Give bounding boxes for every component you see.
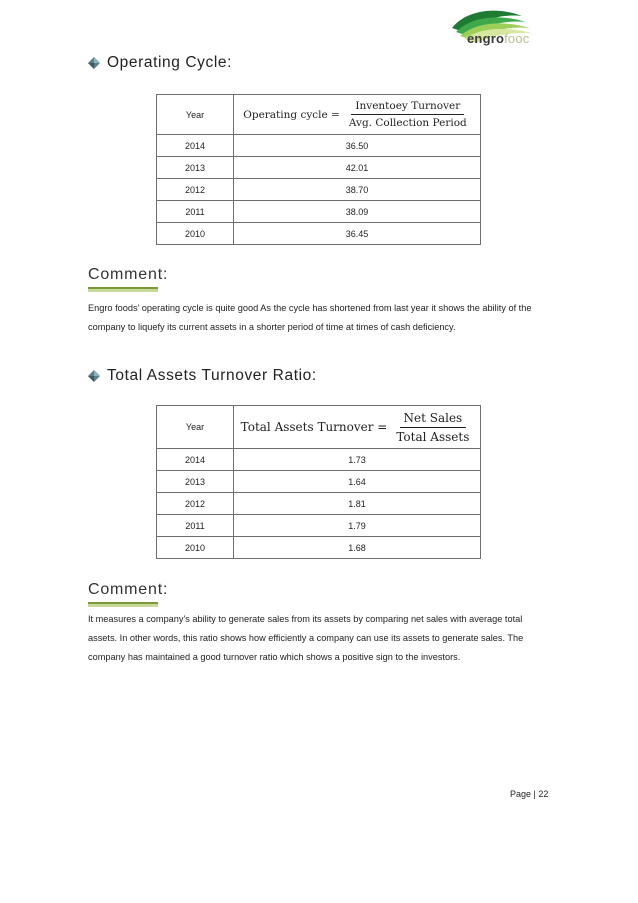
cell-year: 2013 <box>157 471 234 493</box>
section-heading-total-assets-turnover <box>88 367 317 385</box>
formula <box>241 411 474 444</box>
cell-value: 36.50 <box>234 135 481 157</box>
cell-year: 2010 <box>157 223 234 245</box>
table-row <box>157 223 481 245</box>
comment-paragraph: Engro foods’ operating cycle is quite good As the cycle has shortened from last year it shows the ability of the company to liquefy its current assets in a shorter period of time at times of cash deficiency. <box>88 303 532 332</box>
section-heading-operating-cycle <box>88 54 232 72</box>
table-row <box>157 515 481 537</box>
comment-underline <box>88 287 158 292</box>
comment-paragraph: It measures a company's ability to generate sales from its assets by comparing net sales with average total assets. In other words, this ratio shows how efficiently a company can use its assets to generate sales. The company has maintained a good turnover ratio which shows a positive sign to the investors. <box>88 614 524 662</box>
section-heading-text: Operating Cycle: <box>107 54 233 71</box>
table-row <box>157 179 481 201</box>
cell-value: 36.45 <box>234 223 481 245</box>
table-header-row <box>157 95 481 135</box>
formula-fraction <box>345 100 471 129</box>
cell-value: 42.01 <box>234 157 481 179</box>
formula-denominator: Avg. Collection Period <box>348 117 467 129</box>
table-row <box>157 493 481 515</box>
cell-year: 2012 <box>157 493 234 515</box>
cell-year: 2014 <box>157 449 234 471</box>
page-number: Page | 22 <box>510 789 549 799</box>
formula-denominator: Total Assets <box>396 429 470 444</box>
cell-year: 2014 <box>157 135 234 157</box>
cell-value: 38.09 <box>234 201 481 223</box>
comment-heading: Comment: <box>88 266 169 283</box>
logo-light-text: fooc <box>504 31 530 46</box>
header-formula <box>234 406 481 449</box>
header-year: Year <box>157 95 234 135</box>
cell-value: 1.81 <box>234 493 481 515</box>
cell-year: 2013 <box>157 157 234 179</box>
formula-lhs: Total Assets Turnover = <box>240 420 388 434</box>
table-row <box>157 135 481 157</box>
cell-value: 1.73 <box>234 449 481 471</box>
table-row <box>157 537 481 559</box>
logo-wordmark <box>467 31 530 46</box>
cell-value: 1.68 <box>234 537 481 559</box>
section-heading-text: Total Assets Turnover Ratio: <box>107 367 317 384</box>
formula-numerator: Net Sales <box>400 411 467 428</box>
formula-numerator: Inventoey Turnover <box>351 100 464 115</box>
formula-lhs: Operating cycle = <box>243 108 340 121</box>
formula-fraction <box>392 411 473 444</box>
diamond-bullet-icon <box>88 370 100 382</box>
total-assets-turnover-table <box>156 405 481 559</box>
comment-heading: Comment: <box>88 581 169 598</box>
cell-value: 1.64 <box>234 471 481 493</box>
table-row <box>157 449 481 471</box>
table-row <box>157 471 481 493</box>
table-row <box>157 157 481 179</box>
header-year: Year <box>157 406 234 449</box>
diamond-bullet-icon <box>88 57 100 69</box>
header-formula <box>234 95 481 135</box>
logo-bold-text: engro <box>467 31 505 46</box>
table-row <box>157 201 481 223</box>
cell-value: 38.70 <box>234 179 481 201</box>
comment-underline <box>88 602 158 607</box>
cell-year: 2010 <box>157 537 234 559</box>
cell-year: 2012 <box>157 179 234 201</box>
formula <box>243 100 471 129</box>
cell-value: 1.79 <box>234 515 481 537</box>
operating-cycle-table <box>156 94 481 245</box>
cell-year: 2011 <box>157 201 234 223</box>
table-header-row <box>157 406 481 449</box>
cell-year: 2011 <box>157 515 234 537</box>
